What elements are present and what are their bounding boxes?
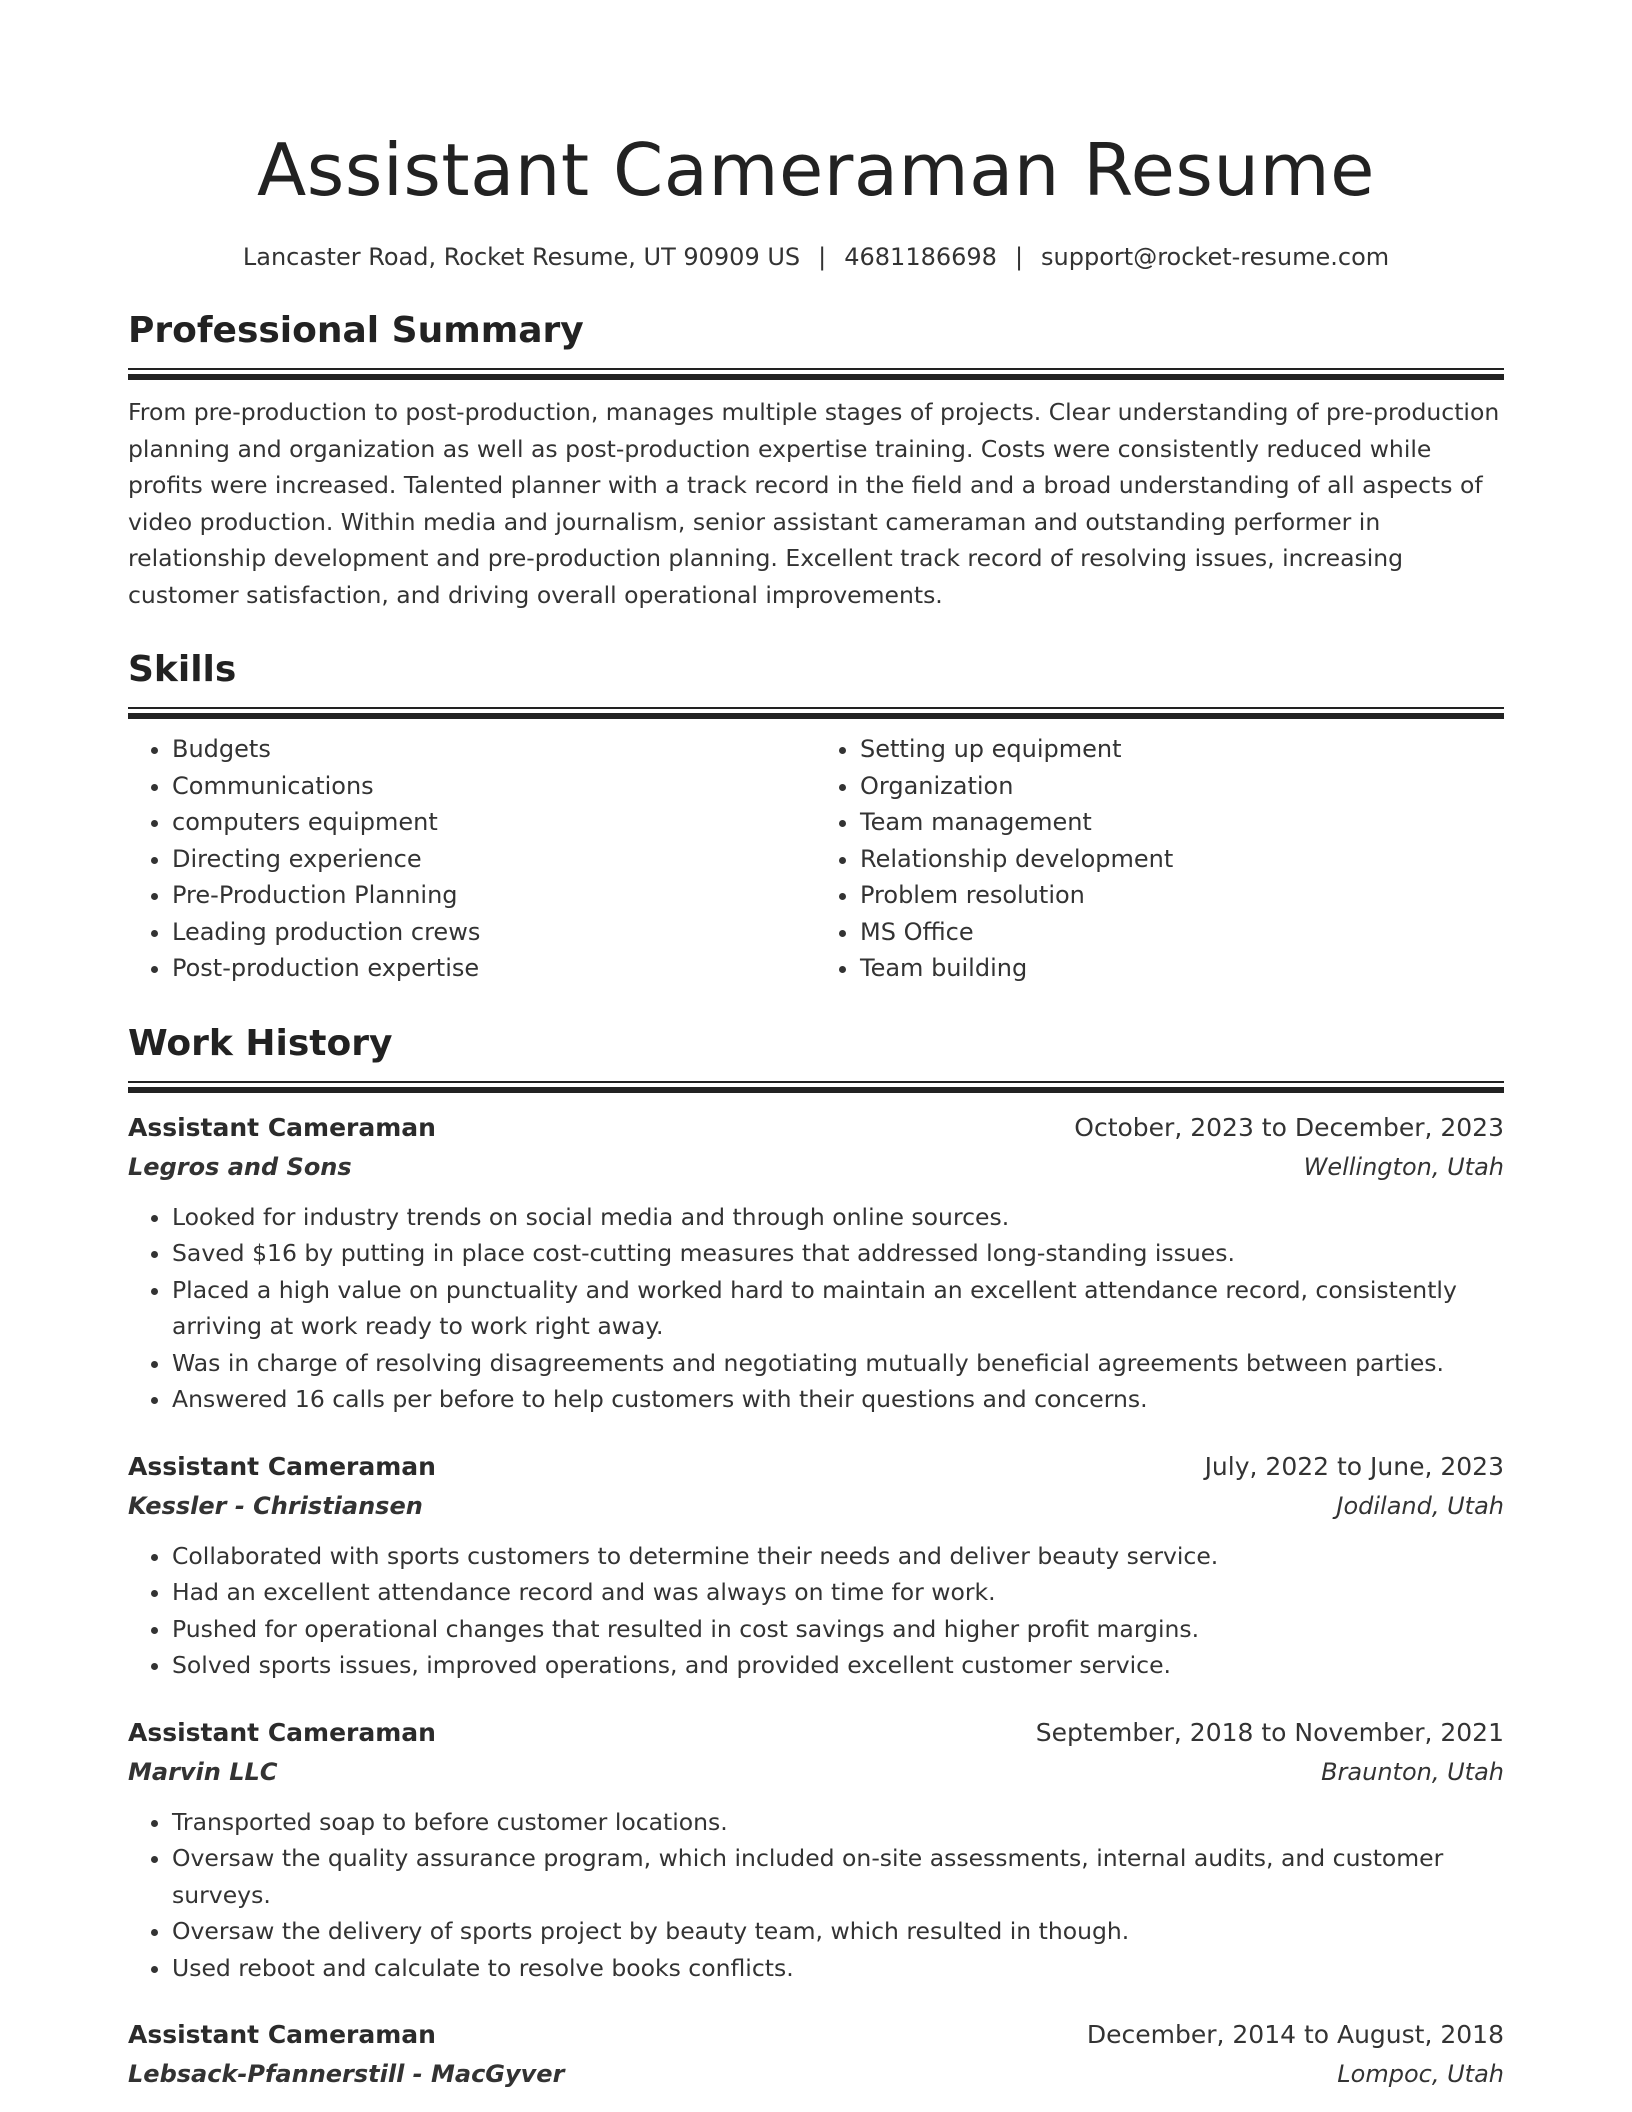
skill-item: • Team management <box>860 804 1504 841</box>
job-bullet: • Oversaw the quality assurance program, which included on-site assessments, internal audits, and customer surveys. <box>172 1840 1504 1913</box>
job-header-row <box>128 1109 1504 1147</box>
summary-text: From pre-production to post-production, manages multiple stages of projects. Clear understanding of pre-production planning and organization as well as post-production expertise training. Costs were consistently reduced while profits were increased. Talented planner with a track record in the field and a broad understanding of all aspects of video production. Within media and journalism, senior assistant cameraman and outstanding performer in relationship development and pre-production planning. Excellent track record of resolving issues, increasing customer satisfaction, and driving overall operational improvements. <box>128 398 1500 609</box>
section-divider <box>128 707 1504 719</box>
skill-item: • MS Office <box>860 914 1504 951</box>
job-company: Marvin LLC <box>128 1757 278 1786</box>
job-bullet: • Placed a high value on punctuality and worked hard to maintain an excellent attendance record, consistently arriving at work ready to work right away. <box>172 1272 1504 1345</box>
skills-list-left <box>128 731 816 987</box>
job-bullets <box>128 1538 1504 1684</box>
job-bullet: • Solved sports issues, improved operations, and provided excellent customer service. <box>172 1647 1504 1684</box>
summary-section <box>128 308 1504 613</box>
section-title-skills: Skills <box>128 649 237 690</box>
job-header-row <box>128 1714 1504 1752</box>
contact-email: support@rocket-resume.com <box>1041 243 1390 271</box>
work-history-section <box>128 1021 1504 2095</box>
contact-separator: | <box>818 243 827 271</box>
skill-item: • Budgets <box>172 731 816 768</box>
section-title-summary: Professional Summary <box>128 310 584 351</box>
job-dates: September, 2018 to November, 2021 <box>1035 1717 1504 1747</box>
job-location: Lompoc, Utah <box>1337 2060 1504 2088</box>
contact-line <box>128 240 1504 274</box>
job-entry <box>128 1448 1504 1684</box>
section-divider <box>128 1081 1504 1093</box>
job-entry <box>128 1714 1504 1987</box>
job-bullets <box>128 1804 1504 1987</box>
job-bullet: • Looked for industry trends on social media and through online sources. <box>172 1199 1504 1236</box>
job-bullets <box>128 1199 1504 1418</box>
job-header-row <box>128 2016 1504 2054</box>
job-dates: July, 2022 to June, 2023 <box>1204 1451 1504 1481</box>
job-header-row <box>128 1448 1504 1486</box>
section-title-work-history: Work History <box>128 1022 393 1064</box>
job-company-row <box>128 2054 1504 2094</box>
job-bullet: • Pushed for operational changes that resulted in cost savings and higher profit margins. <box>172 1611 1504 1648</box>
job-entry <box>128 1109 1504 1418</box>
skills-columns <box>128 731 1504 987</box>
job-company-row <box>128 1147 1504 1187</box>
section-divider <box>128 368 1504 380</box>
job-company-row <box>128 1486 1504 1526</box>
job-title: Assistant Cameraman <box>128 1112 436 1142</box>
job-bullet: • Transported soap to before customer locations. <box>172 1804 1504 1841</box>
job-bullet: • Had an excellent attendance record and was always on time for work. <box>172 1574 1504 1611</box>
skill-item: • Directing experience <box>172 841 816 878</box>
job-company: Lebsack-Pfannerstill - MacGyver <box>128 2060 565 2088</box>
job-company-row <box>128 1752 1504 1792</box>
job-location: Wellington, Utah <box>1303 1152 1504 1181</box>
job-location: Jodiland, Utah <box>1336 1491 1504 1520</box>
job-bullet: • Was in charge of resolving disagreements and negotiating mutually beneficial agreements between parties. <box>172 1345 1504 1382</box>
contact-address: Lancaster Road, Rocket Resume, UT 90909 US <box>242 243 801 271</box>
job-location: Braunton, Utah <box>1321 1757 1504 1786</box>
skill-item: • Communications <box>172 768 816 805</box>
skill-item: • Team building <box>860 950 1504 987</box>
job-dates: October, 2023 to December, 2023 <box>1074 1112 1504 1142</box>
job-title: Assistant Cameraman <box>128 1717 436 1747</box>
skill-item: • Organization <box>860 768 1504 805</box>
job-bullet: • Answered 16 calls per before to help customers with their questions and concerns. <box>172 1381 1504 1418</box>
skill-item: • Problem resolution <box>860 877 1504 914</box>
resume-title: Assistant Cameraman Resume <box>257 128 1375 212</box>
skill-item: • Post-production expertise <box>172 950 816 987</box>
skill-item: • computers equipment <box>172 804 816 841</box>
job-entry <box>128 2016 1504 2094</box>
skills-list-right <box>816 731 1504 987</box>
job-bullet: • Saved $16 by putting in place cost-cutting measures that addressed long-standing issues. <box>172 1235 1504 1272</box>
job-title: Assistant Cameraman <box>128 2020 436 2049</box>
skill-item: • Relationship development <box>860 841 1504 878</box>
skill-item: • Leading production crews <box>172 914 816 951</box>
job-title: Assistant Cameraman <box>128 1451 436 1481</box>
job-dates: December, 2014 to August, 2018 <box>1086 2020 1504 2049</box>
skill-item: • Pre-Production Planning <box>172 877 816 914</box>
job-bullet: • Collaborated with sports customers to determine their needs and deliver beauty service. <box>172 1538 1504 1575</box>
job-bullet: • Used reboot and calculate to resolve books conflicts. <box>172 1950 1504 1987</box>
skills-section <box>128 647 1504 987</box>
contact-phone: 4681186698 <box>844 243 997 271</box>
job-company: Legros and Sons <box>128 1152 352 1181</box>
job-bullet: • Oversaw the delivery of sports project by beauty team, which resulted in though. <box>172 1913 1504 1950</box>
job-company: Kessler - Christiansen <box>128 1491 423 1520</box>
skill-item: • Setting up equipment <box>860 731 1504 768</box>
contact-separator: | <box>1014 243 1024 271</box>
